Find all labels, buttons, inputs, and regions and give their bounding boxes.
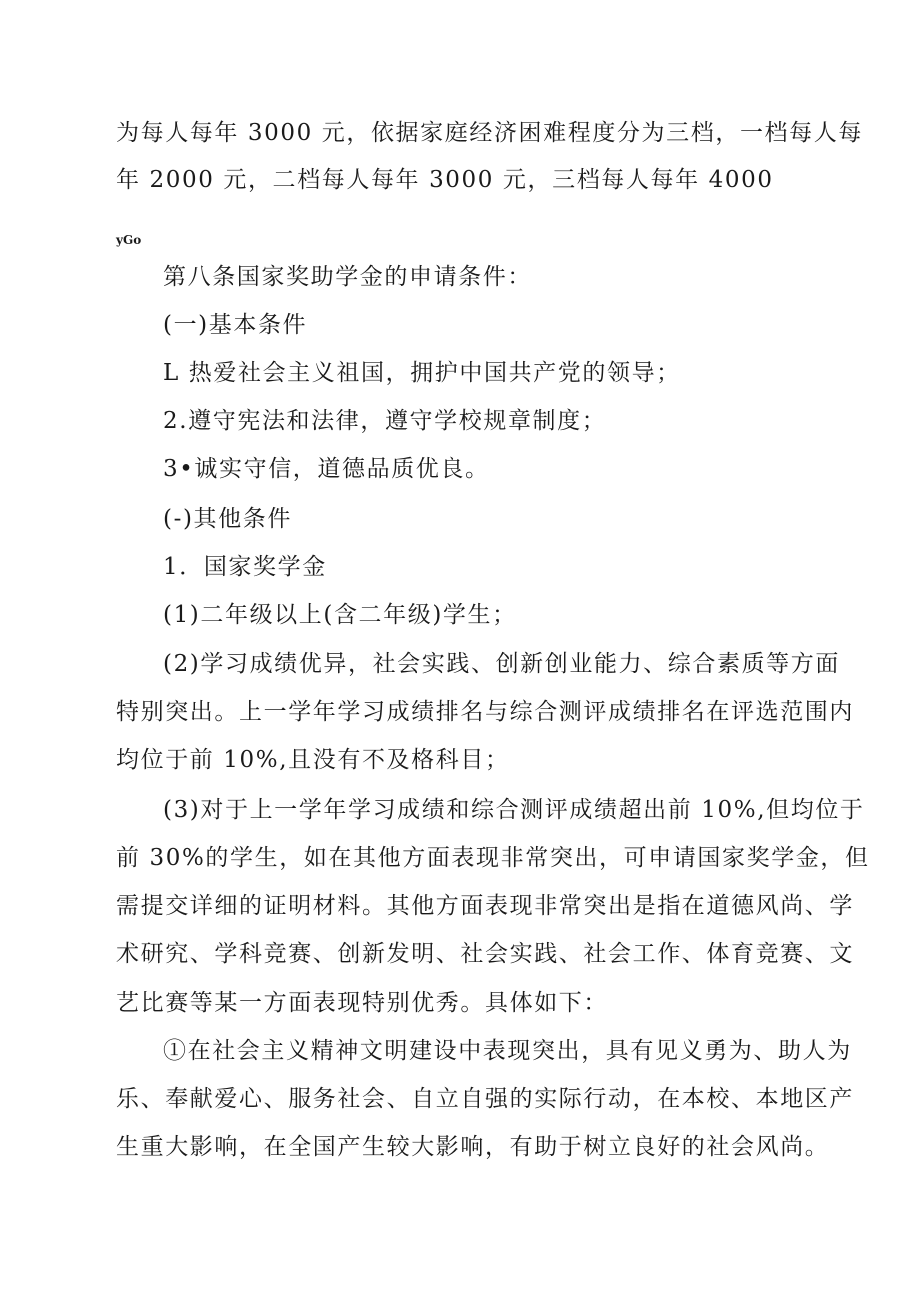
text-line: 前 30%的学生，如在其他方面表现非常突出，可申请国家奖学金，但 bbox=[116, 845, 870, 871]
text-line: 生重大影响，在全国产生较大影响，有助于树立良好的社会风尚。 bbox=[116, 1134, 830, 1160]
text-line: (2)学习成绩优异，社会实践、创新创业能力、综合素质等方面 bbox=[163, 651, 840, 677]
text-line: 3•诚实守信，道德品质优良。 bbox=[163, 456, 490, 482]
subsection-heading: 1．国家奖学金 bbox=[163, 554, 327, 580]
text-line: 艺比赛等某一方面表现特别优秀。具体如下： bbox=[116, 990, 608, 1016]
article-heading: 第八条国家奖助学金的申请条件： bbox=[163, 264, 532, 290]
text-line: 年 2000 元，二档每人每年 3000 元，三档每人每年 4000 bbox=[116, 167, 774, 193]
text-line: 乐、奉献爱心、服务社会、自立自强的实际行动，在本校、本地区产 bbox=[116, 1086, 854, 1112]
section-heading: (一)基本条件 bbox=[163, 312, 308, 338]
text-line: 均位于前 10%,且没有不及格科目； bbox=[116, 747, 510, 773]
text-line: L 热爱社会主义祖国，拥护中国共产党的领导； bbox=[163, 360, 681, 386]
text-line: 特别突出。上一学年学习成绩排名与综合测评成绩排名在评选范围内 bbox=[116, 699, 854, 725]
text-line: 2.遵守宪法和法律，遵守学校规章制度； bbox=[163, 408, 607, 434]
text-line: ①在社会主义精神文明建设中表现突出，具有见义勇为、助人为 bbox=[163, 1038, 852, 1064]
text-fragment: yGo bbox=[116, 233, 142, 247]
text-line: (3)对于上一学年学习成绩和综合测评成绩超出前 10%,但均位于 bbox=[163, 797, 865, 823]
text-line: (1)二年级以上(含二年级)学生； bbox=[163, 602, 517, 628]
text-line: 需提交详细的证明材料。其他方面表现非常突出是指在道德风尚、学 bbox=[116, 893, 854, 919]
text-line: 术研究、学科竞赛、创新发明、社会实践、社会工作、体育竞赛、文 bbox=[116, 941, 854, 967]
text-line: 为每人每年 3000 元，依据家庭经济困难程度分为三档，一档每人每 bbox=[116, 120, 863, 146]
section-heading: (-)其他条件 bbox=[163, 506, 292, 532]
